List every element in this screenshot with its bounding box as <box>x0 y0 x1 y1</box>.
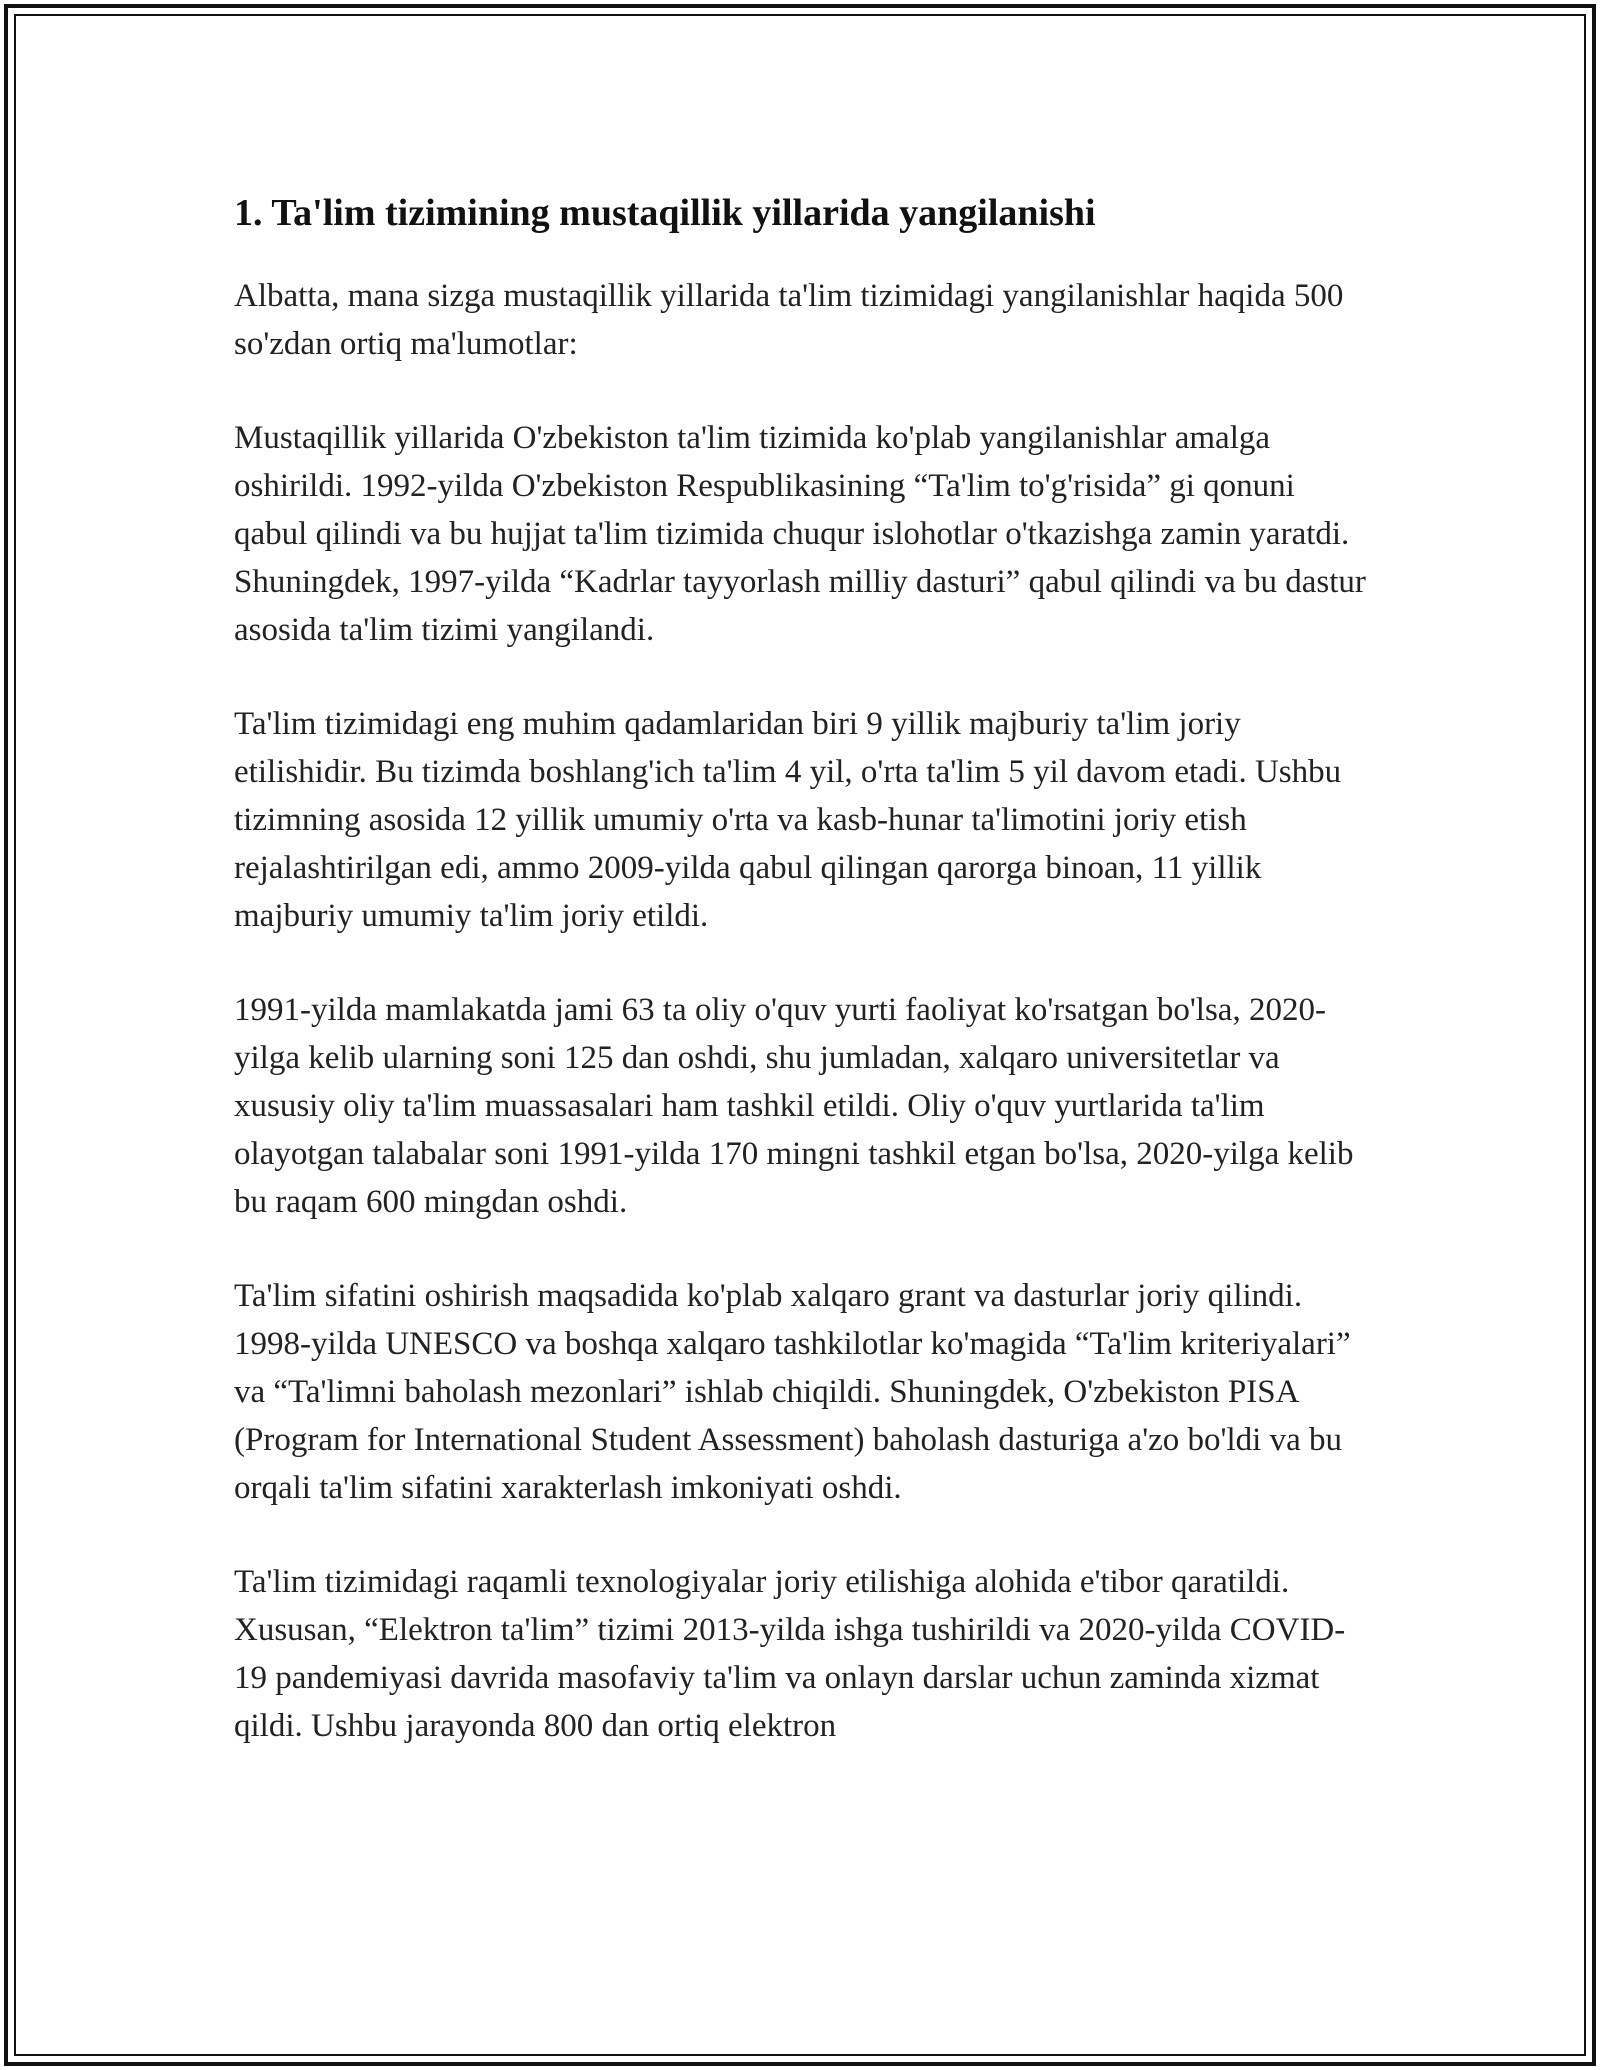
paragraph-compulsory-education: Ta'lim tizimidagi eng muhim qadamlaridan biri 9 yillik majburiy ta'lim joriy etilishidir. Bu tizimda boshlang'ich ta'lim 4 yil, o'rta ta'lim 5 yil davom etadi. Ushbu tizimning asosida 12 yillik umumiy o'rta va kasb-hunar ta'limotini joriy etish rejalashtirilgan edi, ammo 2009-yilda qabul qilingan qarorga binoan, 11 yillik majburiy umumiy ta'lim joriy etildi. <box>234 706 1342 934</box>
paragraph-quality: Ta'lim sifatini oshirish maqsadida ko'plab xalqaro grant va dasturlar joriy qilindi. 1998-yilda UNESCO va boshqa xalqaro tashkilotlar ko'magida “Ta'lim kriteriyalari” va “Ta'limni baholash mezonlari” ishlab chiqildi. Shuningdek, O'zbekiston PISA (Program for International Student Assessment) baholash dasturiga a'zo bo'ldi va bu orqali ta'lim sifatini xarakterlash imkoniyati oshdi. <box>234 1278 1351 1506</box>
section-title: 1. Ta'lim tizimining mustaqillik yillarida yangilanishi <box>234 192 1096 234</box>
paragraph-reforms: Mustaqillik yillarida O'zbekiston ta'lim tizimida ko'plab yangilanishlar amalga oshirildi. 1992-yilda O'zbekiston Respublikasining “Ta'lim to'g'risida” gi qonuni qabul qilindi va bu hujjat ta'lim tizimida chuqur islohotlar o'tkazishga zamin yaratdi. Shuningdek, 1997-yilda “Kadrlar tayyorlash milliy dasturi” qabul qilindi va bu dastur asosida ta'lim tizimi yangilandi. <box>234 420 1366 648</box>
paragraph-higher-education: 1991-yilda mamlakatda jami 63 ta oliy o'quv yurti faoliyat ko'rsatgan bo'lsa, 2020-yilga kelib ularning soni 125 dan oshdi, shu jumladan, xalqaro universitetlar va xususiy oliy ta'lim muassasalari ham tashkil etildi. Oliy o'quv yurtlarida ta'lim olayotgan talabalar soni 1991-yilda 170 mingni tashkil etgan bo'lsa, 2020-yilga kelib bu raqam 600 mingdan oshdi. <box>234 992 1354 1220</box>
document-body <box>234 184 1374 1796</box>
paragraph-intro: Albatta, mana sizga mustaqillik yillarida ta'lim tizimidagi yangilanishlar haqida 500 so'zdan ortiq ma'lumotlar: <box>234 278 1344 362</box>
paragraph-digital: Ta'lim tizimidagi raqamli texnologiyalar joriy etilishiga alohida e'tibor qaratildi. Xususan, “Elektron ta'lim” tizimi 2013-yilda ishga tushirildi va 2020-yilda COVID-19 pandemiyasi davrida masofaviy ta'lim va onlayn darslar uchun zaminda xizmat qildi. Ushbu jarayonda 800 dan ortiq elektron <box>234 1564 1346 1744</box>
